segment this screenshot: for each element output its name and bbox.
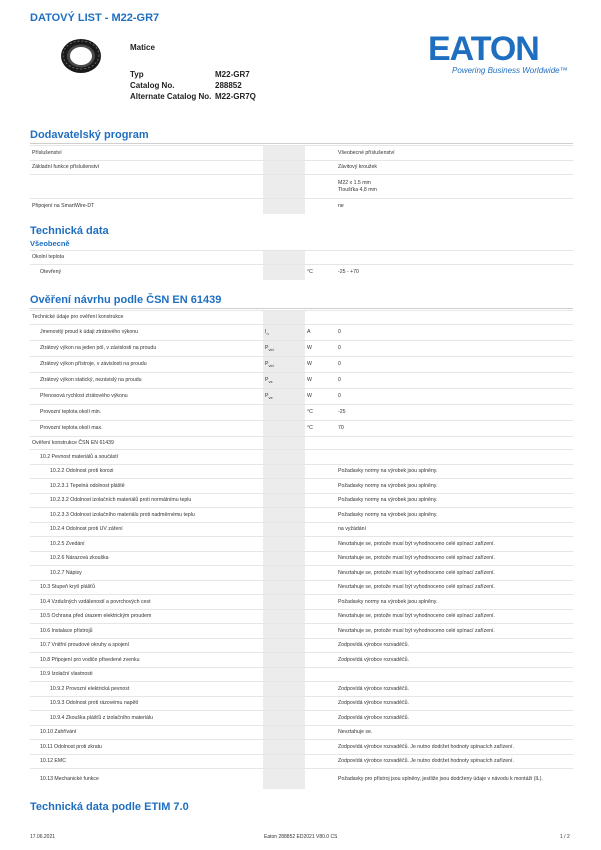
product-name: Matice (130, 43, 155, 52)
row-value: Zodpovídá výrobce rozvaděčů. Je nutno dodržet hodnoty spínacích zařízení. (336, 740, 573, 755)
row-value: Zodpovídá výrobce rozvaděčů. (336, 696, 573, 711)
meta-value: M22-GR7 (215, 70, 250, 79)
verification-table (30, 310, 573, 789)
row-unit: W (305, 341, 336, 357)
table-row (30, 508, 573, 523)
row-label: 10.4 Vzdušných vzdáleností a povrchových cest (30, 595, 263, 610)
row-unit: W (305, 389, 336, 405)
row-value: 0 (336, 357, 573, 373)
table-row (30, 450, 573, 465)
table-row (30, 653, 573, 668)
footer-page: 1 / 2 (560, 834, 570, 840)
meta-row-type (130, 69, 275, 80)
tagline: Powering Business Worldwide™ (452, 66, 568, 75)
row-label: 10.9.4 Zkouška plášťů z izolačního materiálu (30, 711, 263, 726)
row-label: 10.2.3.2 Odolnost izolačních materiálů proti normálnímu teplu (30, 493, 263, 508)
section-divider (30, 308, 573, 309)
row-value: Nevztahuje se, protože musí být vyhodnoceno celé spínací zařízení. (336, 537, 573, 552)
table-row (30, 373, 573, 389)
row-unit: °C (305, 421, 336, 437)
row-unit: W (305, 373, 336, 389)
subsection-title-general: Všeobecně (30, 239, 70, 248)
symbol-letter: P (265, 377, 269, 384)
row-label: 10.2 Pevnost materiálů a součástí (30, 450, 263, 465)
row-value: 0 (336, 341, 573, 357)
row-value: Závitový kroužek (336, 161, 573, 175)
row-value (336, 667, 573, 682)
table-row (30, 566, 573, 581)
table-row (30, 437, 573, 450)
supplier-table (30, 145, 573, 214)
footer-center: Eaton 288852 ED2021 V80.0 CS (264, 834, 338, 840)
symbol-letter: I (265, 329, 267, 336)
section-title-verification: Ověření návrhu podle ČSN EN 61439 (30, 294, 222, 306)
meta-label: Alternate Catalog No. (130, 92, 212, 101)
table-row (30, 696, 573, 711)
footer-date: 17.06.2021 (30, 834, 56, 840)
row-symbol (263, 373, 305, 389)
symbol-subscript: vid (268, 347, 274, 353)
row-unit: °C (305, 405, 336, 421)
row-value: Zodpovídá výrobce rozvaděčů. (336, 653, 573, 668)
section-title-etim: Technická data podle ETIM 7.0 (30, 801, 189, 813)
table-row (30, 537, 573, 552)
row-label: 10.13 Mechanické funkce (30, 769, 263, 789)
row-label: Otevřený (30, 265, 263, 280)
table-row (30, 161, 573, 175)
row-label: 10.3 Stupeň krytí plášťů (30, 580, 263, 595)
row-unit: W (305, 357, 336, 373)
row-label: 10.8 Připojení pro vodiče přivedené zvenku (30, 653, 263, 668)
row-symbol (263, 405, 305, 421)
row-label: 10.12 EMC (30, 754, 263, 769)
table-row (30, 199, 573, 214)
row-label: Provozní teplota okolí max. (30, 421, 263, 437)
row-label: 10.2.3.3 Odolnost izolačního materiálu proti nadměrnému teplu (30, 508, 263, 523)
table-row (30, 711, 573, 726)
document-title: DATOVÝ LIST - M22-GR7 (30, 12, 160, 24)
meta-value: M22-GR7Q (215, 92, 256, 101)
row-label: Připojení na SmartWire-DT (30, 199, 263, 214)
row-value: Požadavky pro přístroj jsou splněny, jestliže jsou dodrženy údaje v návodu k montáži (IL). (336, 769, 573, 789)
symbol-subscript: vid (268, 363, 274, 369)
row-value: Požadavky normy na výrobek jsou splněny. (336, 508, 573, 523)
row-symbol (263, 325, 305, 341)
row-value: Požadavky normy na výrobek jsou splněny. (336, 493, 573, 508)
row-label: Ztrátový výkon na jeden pól, v závislosti na proudu (30, 341, 263, 357)
tech-table (30, 250, 573, 280)
section-title-supplier: Dodavatelský program (30, 129, 149, 141)
row-value: Zodpovídá výrobce rozvaděčů. Je nutno dodržet hodnoty spínacích zařízení. (336, 754, 573, 769)
row-unit: °C (305, 265, 336, 280)
table-row (30, 341, 573, 357)
row-value-line: M22 x 1.5 mm (338, 180, 371, 186)
row-value-line: Tloušťka 4,8 mm (338, 186, 377, 193)
table-row (30, 405, 573, 421)
table-row (30, 464, 573, 479)
table-row (30, 175, 573, 199)
symbol-letter: P (265, 361, 269, 368)
row-symbol (263, 341, 305, 357)
row-label: 10.2.4 Odolnost proti UV záření (30, 522, 263, 537)
row-value: Nevztahuje se, protože musí být vyhodnoceno celé spínací zařízení. (336, 566, 573, 581)
group-label: Ověření konstrukce ČSN EN 61439 (30, 437, 263, 450)
row-value: 0 (336, 373, 573, 389)
table-row (30, 725, 573, 740)
table-row (30, 325, 573, 341)
row-value: 0 (336, 389, 573, 405)
row-value: Nevztahuje se, protože musí být vyhodnoceno celé spínací zařízení. (336, 624, 573, 639)
table-row (30, 609, 573, 624)
meta-label: Typ (130, 70, 144, 79)
row-value: Zodpovídá výrobce rozvaděčů. (336, 682, 573, 697)
meta-value: 288852 (215, 81, 242, 90)
row-value: Nevztahuje se. (336, 725, 573, 740)
row-value (336, 175, 573, 199)
row-value: Požadavky normy na výrobek jsou splněny. (336, 595, 573, 610)
row-label: Příslušenství (30, 146, 263, 161)
row-label: Základní funkce příslušenství (30, 161, 263, 175)
row-symbol (263, 421, 305, 437)
table-row (30, 389, 573, 405)
row-value: Zodpovídá výrobce rozvaděčů. (336, 638, 573, 653)
row-value: Nevztahuje se, protože musí být vyhodnoceno celé spínací zařízení. (336, 551, 573, 566)
row-label: Ztrátový výkon statický, nezávislý na proudu (30, 373, 263, 389)
logo-text: EATON (428, 30, 539, 68)
table-row (30, 754, 573, 769)
row-value: Všeobecné příslušenství (336, 146, 573, 161)
row-value: ne (336, 199, 573, 214)
row-label: 10.9.2 Provozní elektrická pevnost (30, 682, 263, 697)
table-row (30, 146, 573, 161)
row-value: 70 (336, 421, 573, 437)
row-value: Požadavky normy na výrobek jsou splněny. (336, 464, 573, 479)
table-row (30, 595, 573, 610)
row-value: Požadavky normy na výrobek jsou splněny. (336, 479, 573, 494)
row-label: 10.2.5 Zvedání (30, 537, 263, 552)
row-symbol (263, 389, 305, 405)
section-title-tech: Technická data (30, 225, 109, 237)
symbol-subscript: ve (268, 395, 273, 401)
table-row (30, 311, 573, 325)
table-row (30, 265, 573, 280)
row-label: 10.10 Zahřívání (30, 725, 263, 740)
meta-row-catalog (130, 80, 275, 91)
row-value: Nevztahuje se, protože musí být vyhodnoceno celé spínací zařízení. (336, 609, 573, 624)
table-row (30, 551, 573, 566)
group-label: Okolní teplota (30, 251, 263, 265)
row-label: 10.2.3.1 Tepelná odolnost pláště (30, 479, 263, 494)
table-row (30, 580, 573, 595)
row-unit: A (305, 325, 336, 341)
row-label: Přenosová rychlost ztrátového výkonu (30, 389, 263, 405)
row-value: Nevztahuje se, protože musí být vyhodnoceno celé spínací zařízení. (336, 580, 573, 595)
row-label: Jmenovitý proud k údaji ztrátového výkonu (30, 325, 263, 341)
meta-label: Catalog No. (130, 81, 175, 90)
meta-row-alternate (130, 91, 275, 102)
row-value (336, 450, 573, 465)
table-row (30, 638, 573, 653)
symbol-subscript: n (266, 331, 269, 337)
table-row (30, 667, 573, 682)
row-label: 10.11 Odolnost proti zkratu (30, 740, 263, 755)
row-label: 10.2.2 Odolnost proti korozi (30, 464, 263, 479)
product-meta (130, 69, 275, 102)
symbol-subscript: vs (268, 379, 273, 385)
table-row (30, 479, 573, 494)
table-row (30, 682, 573, 697)
row-label: 10.9 Izolační vlastnosti (30, 667, 263, 682)
row-value: na vyžádání (336, 522, 573, 537)
row-value: -25 - +70 (336, 265, 573, 280)
table-row (30, 251, 573, 265)
table-row (30, 624, 573, 639)
table-row (30, 740, 573, 755)
row-label: 10.2.7 Nápisy (30, 566, 263, 581)
table-row (30, 357, 573, 373)
table-row (30, 522, 573, 537)
row-label: Provozní teplota okolí min. (30, 405, 263, 421)
row-label: 10.7 Vnitřní proudové okruhy a spojení (30, 638, 263, 653)
row-label: 10.5 Ochrana před úrazem elektrickým proudem (30, 609, 263, 624)
product-nut-image (44, 30, 118, 82)
row-label (30, 175, 263, 199)
row-value: Zodpovídá výrobce rozvaděčů. (336, 711, 573, 726)
row-label: 10.9.3 Odolnost proti rázovému napětí (30, 696, 263, 711)
row-label: 10.2.6 Nárazová zkouška (30, 551, 263, 566)
table-row (30, 493, 573, 508)
row-label: 10.6 Instalace přístrojů (30, 624, 263, 639)
verification-body (30, 311, 573, 789)
table-row (30, 769, 573, 789)
symbol-letter: P (265, 345, 269, 352)
group-label: Technické údaje pro ověření konstrukce (30, 311, 263, 325)
row-value: 0 (336, 325, 573, 341)
row-value: -25 (336, 405, 573, 421)
section-divider (30, 143, 573, 144)
row-symbol (263, 357, 305, 373)
row-label: Ztrátový výkon přístroje, v závislosti na proudu (30, 357, 263, 373)
symbol-letter: P (265, 393, 269, 400)
table-row (30, 421, 573, 437)
